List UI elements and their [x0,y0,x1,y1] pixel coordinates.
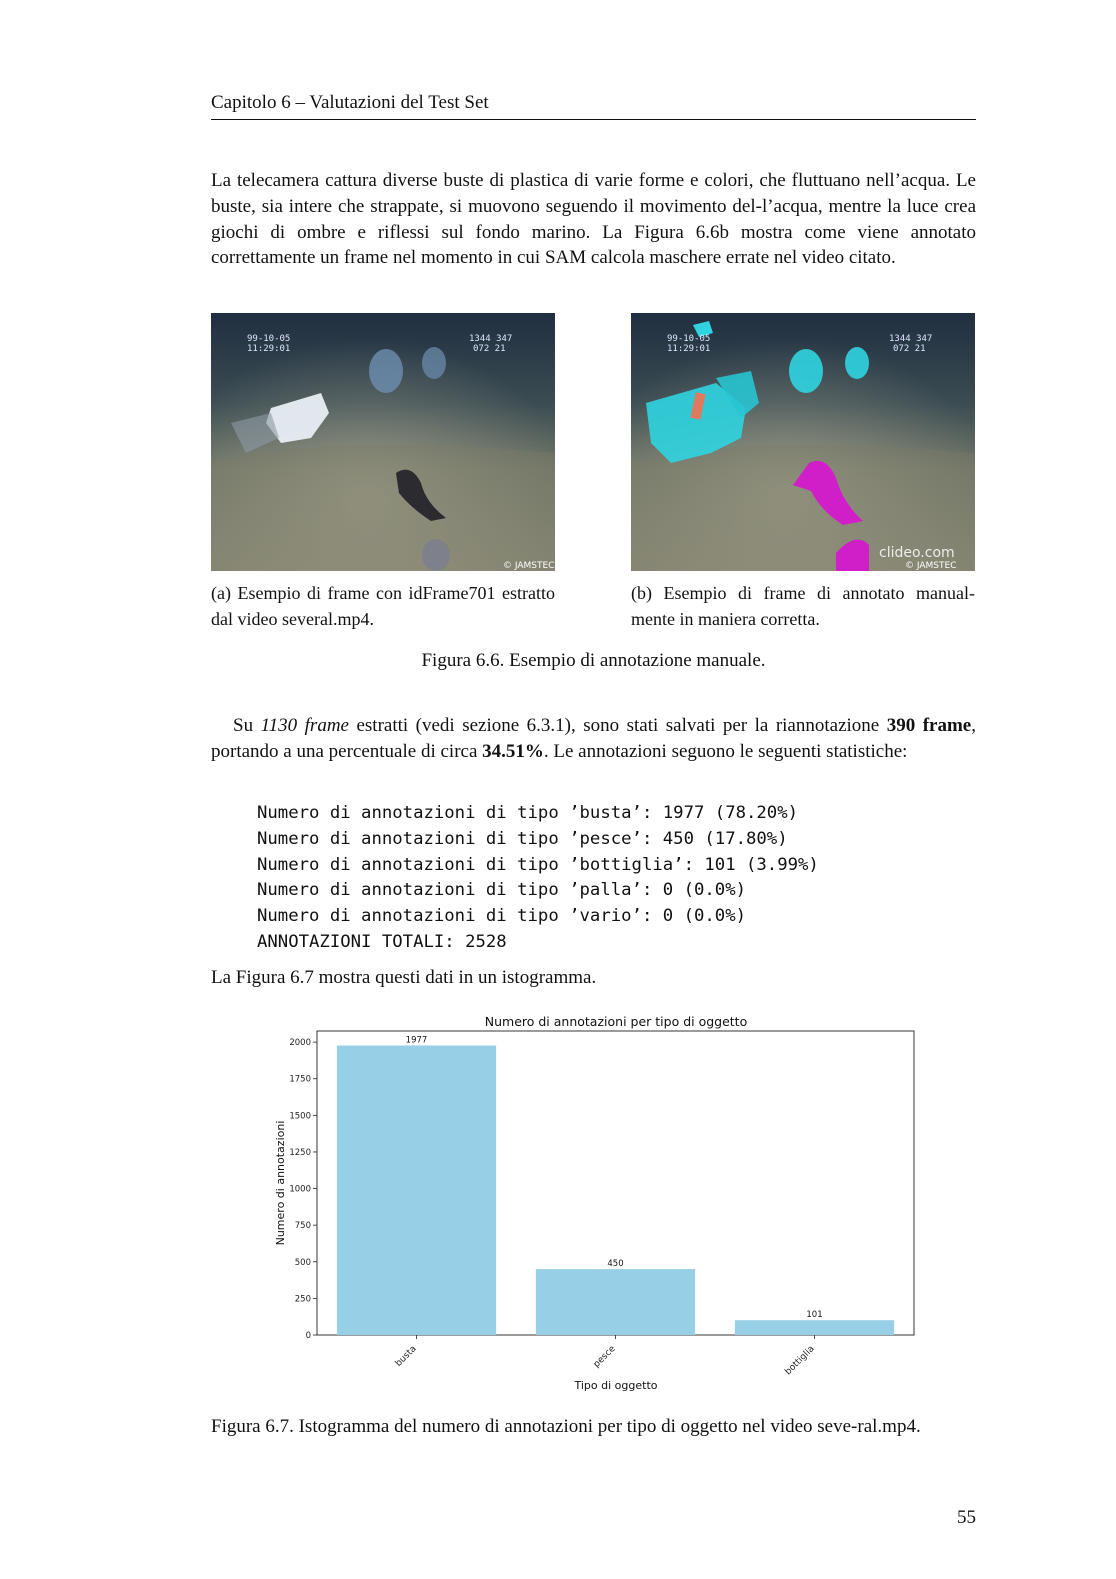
figure-6-7-bar-chart [262,1008,922,1398]
header-rule [211,119,976,120]
chart-y-axis [289,1038,317,1341]
stats-line: Numero di annotazioni di tipo ’bottiglia’: 101 (3.99%) [257,854,819,875]
paragraph-statistics [211,713,976,765]
stats-line: Numero di annotazioni di tipo ’pesce’: 450 (17.80%) [257,828,788,849]
bar-bottiglia [735,1320,894,1335]
photo-b-credit: © JAMSTEC [905,561,957,571]
subcaption-b: (b) Esempio di frame di annotato manual-mente in maniera corretta. [631,583,975,629]
photo-a-timestamp: 99-10-05 [247,334,291,344]
p2-text-1: Su [233,715,261,736]
svg-text:072 21: 072 21 [473,344,506,354]
x-tick-label: bottiglia [783,1344,817,1378]
running-head: Capitolo 6 – Valutazioni del Test Set [211,92,489,113]
figure-6-6b-image [631,313,975,571]
stats-line: Numero di annotazioni di tipo ’busta’: 1977 (78.20%) [257,803,799,823]
chart-y-label: Numero di annotazioni [274,1120,287,1246]
y-tick-label: 1500 [289,1111,311,1122]
chart-title: Numero di annotazioni per tipo di oggetto [484,1014,748,1029]
svg-text:11:29:01: 11:29:01 [667,344,711,354]
bar-data-label: 450 [607,1259,624,1270]
p2-text-3: estratti (vedi sezione 6.3.1), sono stati salvati per la riannotazione [348,715,887,736]
svg-text:11:29:01: 11:29:01 [247,344,291,354]
figure-6-6-caption: Figura 6.6. Esempio di annotazione manuale. [421,650,766,671]
stats-total-line: ANNOTAZIONI TOTALI: 2528 [257,931,507,952]
stats-listing [257,801,819,956]
p2-saved-frames: 390 frame [886,715,972,736]
paragraph-chart-intro: La Figura 6.7 mostra questi dati in un istogramma. [211,967,597,988]
y-tick-label: 250 [294,1294,311,1305]
y-tick-label: 0 [305,1331,311,1341]
stats-line: Numero di annotazioni di tipo ’vario’: 0 (0.0%) [257,906,746,927]
photo-b-watermark: clideo.com [879,545,955,561]
svg-text:072 21: 072 21 [893,344,926,354]
y-tick-label: 2000 [289,1038,311,1049]
photo-a-credit: © JAMSTEC [503,561,555,571]
page-number: 55 [957,1507,976,1528]
subcaption-a: (a) Esempio di frame con idFrame701 estratto dal video several.mp4. [211,583,555,629]
bar-pesce [536,1269,695,1335]
y-tick-label: 1750 [289,1074,311,1085]
chart-bars [337,1035,894,1335]
chart-x-label: Tipo di oggetto [574,1379,658,1392]
p2-text-5: , portando a una percentuale di circa [211,715,976,762]
x-tick-label: pesce [591,1344,618,1370]
y-tick-label: 500 [294,1257,311,1268]
svg-text:1344 347: 1344 347 [469,334,513,344]
chart-x-axis [394,1335,817,1377]
bar-data-label: 101 [806,1310,823,1321]
p2-percentage: 34.51% [482,740,544,762]
bar-busta [337,1045,496,1335]
stats-line: Numero di annotazioni di tipo ’palla’: 0 (0.0%) [257,880,746,901]
p2-frames-italic: 1130 frame [260,715,349,736]
paragraph-intro: La telecamera cattura diverse buste di plastica di varie forme e colori, che fluttuano nell’acqua. Le buste, sia intere che strappate, si muovono seguendo il movimento del-l’acqua, mentre la luce crea giochi di ombre e riflessi sul fondo marino. La Figura 6.6b mostra come viene annotato correttamente un frame nel momento in cui SAM calcola maschere errate nel video citato. [211,170,976,269]
figure-6-7-caption: Figura 6.7. Istogramma del numero di annotazioni per tipo di oggetto nel video seve-ral.mp4. [211,1416,921,1437]
figure-6-6a-image [211,313,555,571]
svg-text:99-10-05: 99-10-05 [667,334,711,344]
bar-data-label: 1977 [405,1035,428,1046]
x-tick-label: busta [393,1344,419,1369]
y-tick-label: 1250 [289,1147,311,1158]
y-tick-label: 1000 [289,1184,311,1195]
svg-text:1344 347: 1344 347 [889,334,933,344]
y-tick-label: 750 [294,1221,311,1232]
p2-text-7: . Le annotazioni seguono le seguenti statistiche: [543,740,908,762]
